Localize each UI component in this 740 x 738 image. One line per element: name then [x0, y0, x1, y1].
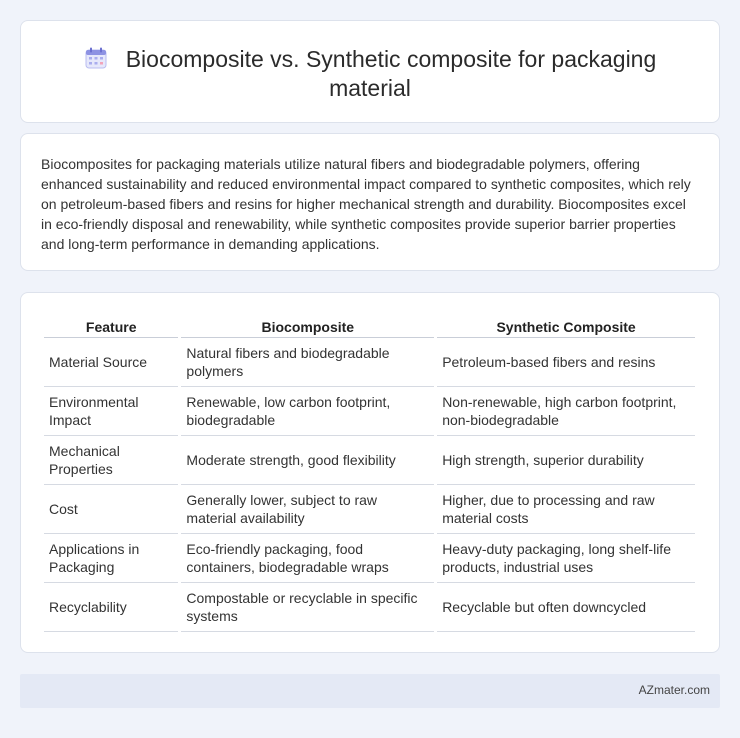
summary-paragraph: Biocomposites for packaging materials utilize natural fibers and biodegradable polymers, offering enhanced sustainability and reduced environmental impact compared to synthetic composites, which rely on petroleum-based fibers and resins for higher mechanical strength and durability. Biocomposites excel in eco-friendly disposal and renewability, while synthetic composites provide superior barrier properties and long-term performance in demanding applications.: [41, 156, 691, 252]
cell-synthetic: Higher, due to processing and raw material costs: [437, 485, 695, 534]
table-row: [44, 338, 695, 387]
cell-synthetic: Recyclable but often downcycled: [437, 583, 695, 632]
cell-synthetic: Heavy-duty packaging, long shelf-life products, industrial uses: [437, 534, 695, 583]
table-row: [44, 534, 695, 583]
footer-bar: [20, 674, 720, 708]
title-card: [20, 20, 720, 123]
table-row: [44, 436, 695, 485]
cell-biocomposite: Generally lower, subject to raw material availability: [181, 485, 434, 534]
cell-biocomposite: Eco-friendly packaging, food containers, biodegradable wraps: [181, 534, 434, 583]
cell-biocomposite: Compostable or recyclable in specific systems: [181, 583, 434, 632]
cell-synthetic: High strength, superior durability: [437, 436, 695, 485]
cell-biocomposite: Natural fibers and biodegradable polymers: [181, 338, 434, 387]
cell-feature: Applications in Packaging: [44, 534, 178, 583]
table-row: [44, 387, 695, 436]
cell-biocomposite: Renewable, low carbon footprint, biodegradable: [181, 387, 434, 436]
header-biocomposite: Biocomposite: [181, 315, 434, 338]
summary-card: [20, 133, 720, 271]
cell-synthetic: Petroleum-based fibers and resins: [437, 338, 695, 387]
cell-feature: Environmental Impact: [44, 387, 178, 436]
cell-feature: Recyclability: [44, 583, 178, 632]
footer-site-name: AZmater.com: [638, 683, 710, 697]
header-feature: Feature: [44, 315, 178, 338]
cell-feature: Material Source: [44, 338, 178, 387]
table-header-row: [44, 315, 695, 338]
cell-feature: Cost: [44, 485, 178, 534]
comparison-table-card: [20, 292, 720, 653]
title-wrap: [61, 45, 679, 103]
page-title: Biocomposite vs. Synthetic composite for packaging material: [125, 46, 657, 101]
table-row: [44, 485, 695, 534]
comparison-table: [41, 315, 698, 632]
cell-feature: Mechanical Properties: [44, 436, 178, 485]
calendar-icon: [84, 46, 108, 70]
table-row: [44, 583, 695, 632]
cell-synthetic: Non-renewable, high carbon footprint, non-biodegradable: [437, 387, 695, 436]
header-synthetic-composite: Synthetic Composite: [437, 315, 695, 338]
cell-biocomposite: Moderate strength, good flexibility: [181, 436, 434, 485]
